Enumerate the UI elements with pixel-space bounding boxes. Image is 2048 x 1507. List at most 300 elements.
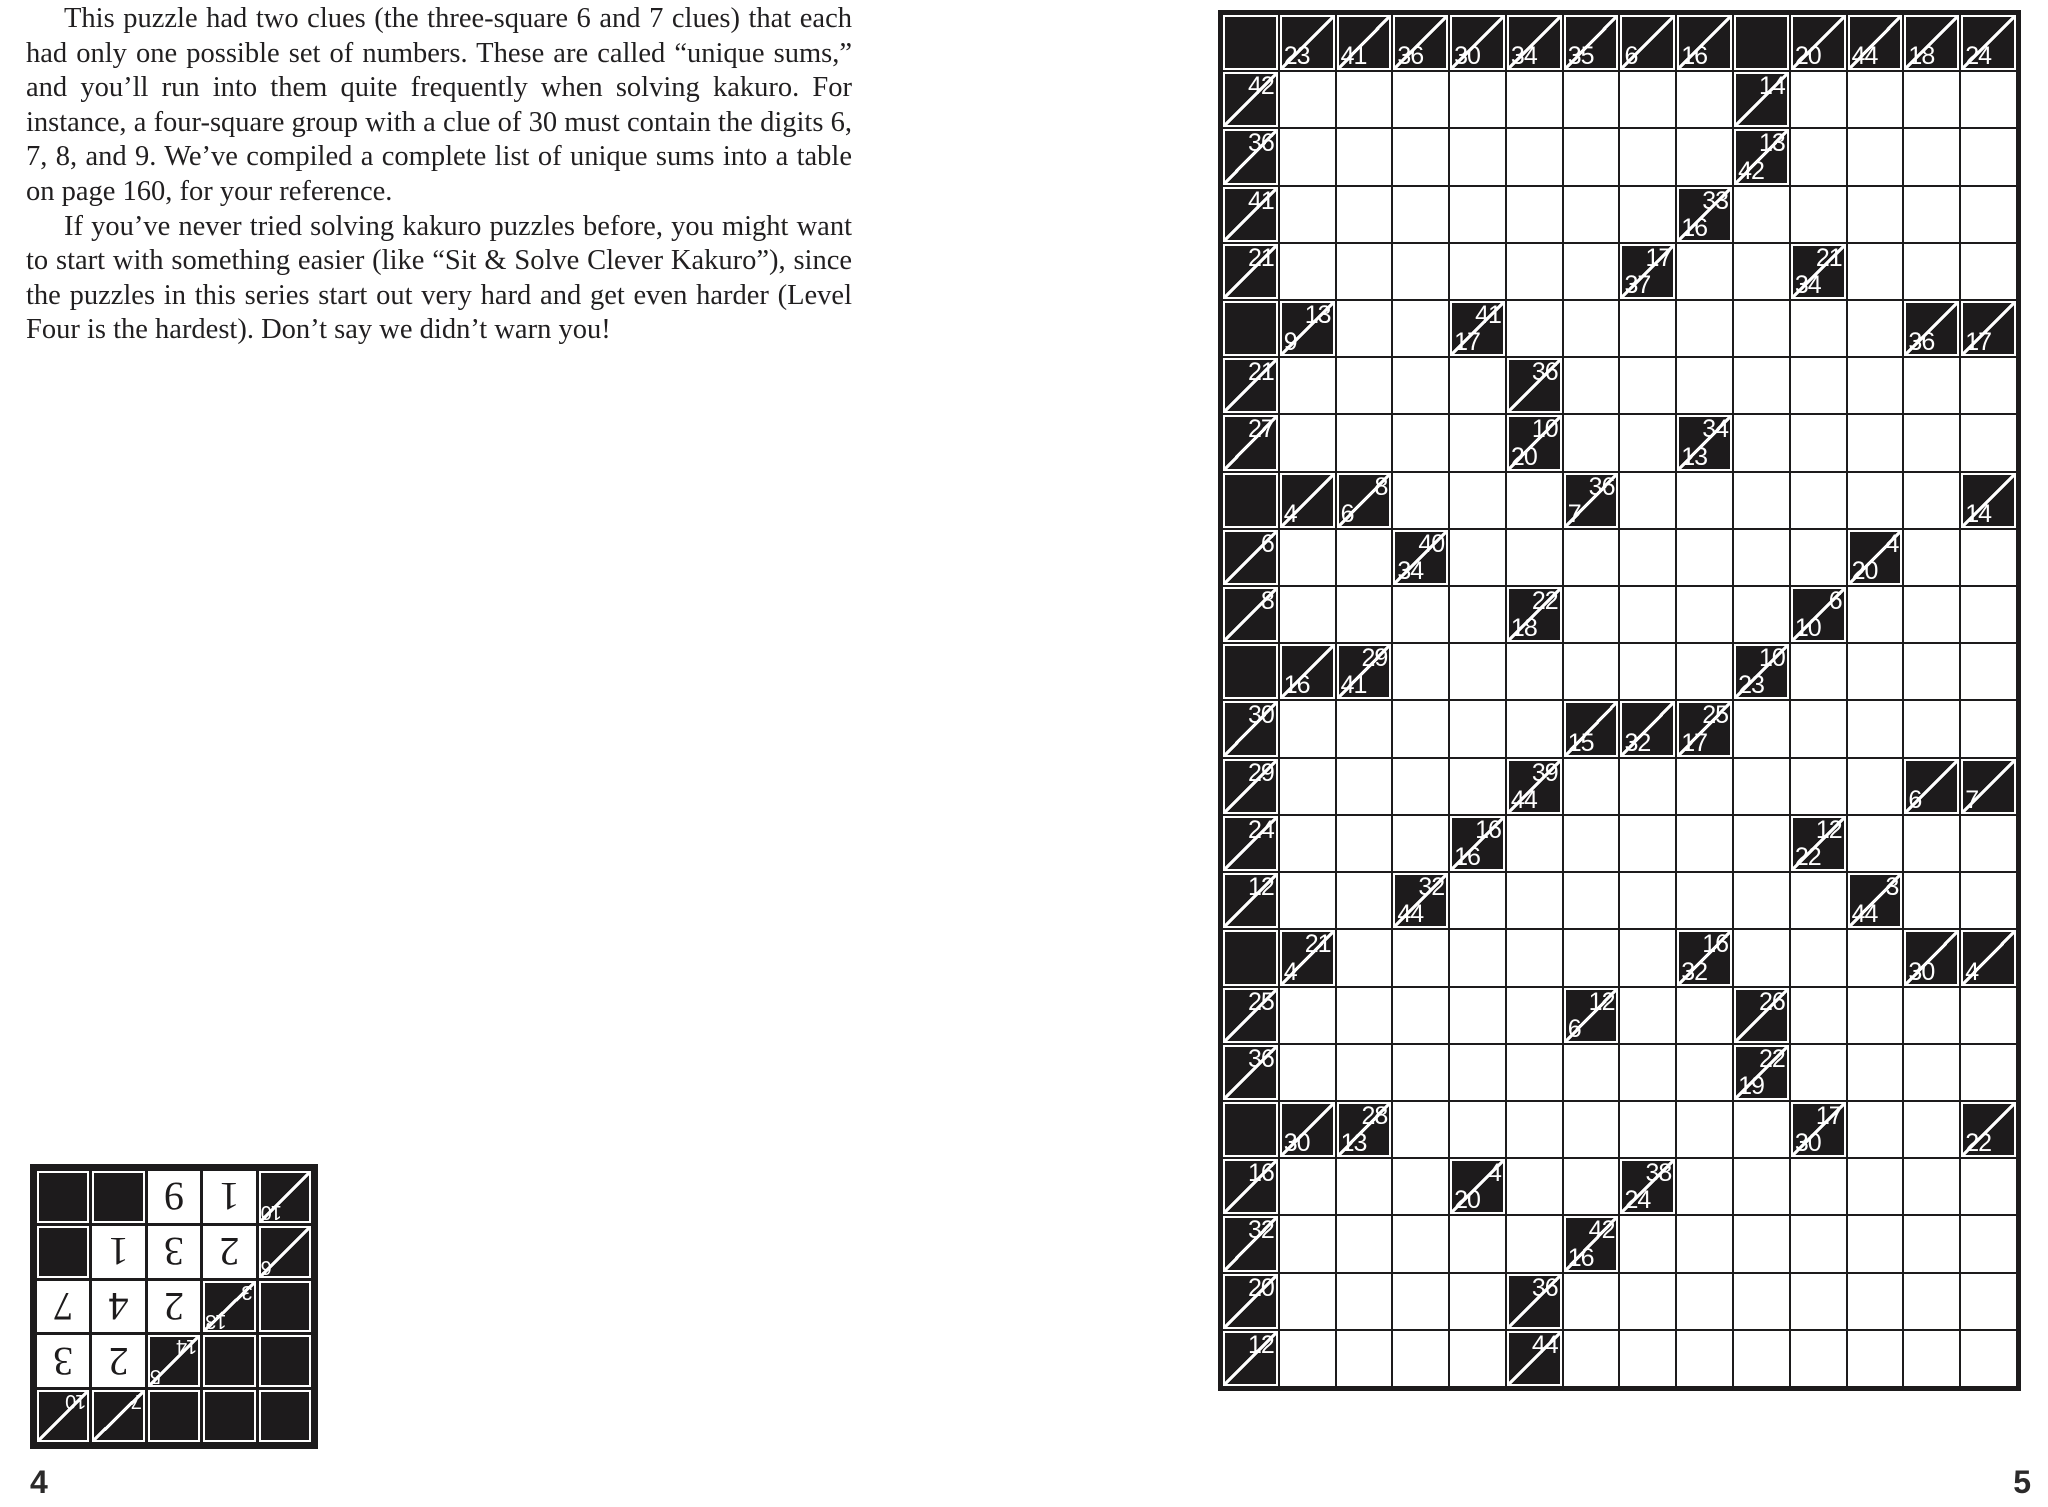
clue-cell bbox=[1223, 72, 1278, 127]
down-clue: 17 bbox=[1681, 728, 1708, 757]
clue-cell bbox=[1904, 759, 1959, 814]
solution-digit: 3 bbox=[53, 1338, 74, 1384]
empty-cell bbox=[1734, 816, 1789, 871]
empty-cell bbox=[1791, 415, 1846, 470]
empty-cell bbox=[1677, 1159, 1732, 1214]
across-clue: 24 bbox=[1247, 815, 1274, 844]
empty-cell bbox=[1848, 1045, 1903, 1100]
down-clue: 10 bbox=[1794, 614, 1821, 643]
empty-cell bbox=[1507, 1045, 1562, 1100]
empty-cell bbox=[1337, 873, 1392, 928]
empty-cell bbox=[1564, 301, 1619, 356]
down-clue: 36 bbox=[1908, 328, 1935, 357]
empty-cell bbox=[1904, 644, 1959, 699]
empty-cell bbox=[1337, 759, 1392, 814]
clue-cell bbox=[1450, 301, 1505, 356]
page-number-right: 5 bbox=[2013, 1464, 2031, 1500]
clue-cell bbox=[1393, 873, 1448, 928]
black-cell bbox=[259, 1390, 311, 1442]
empty-cell bbox=[1280, 1331, 1335, 1386]
empty-cell bbox=[1791, 759, 1846, 814]
black-cell bbox=[1223, 930, 1278, 985]
empty-cell bbox=[1450, 930, 1505, 985]
across-clue: 5 bbox=[150, 1365, 161, 1388]
empty-cell bbox=[1677, 873, 1732, 928]
empty-cell bbox=[1393, 1102, 1448, 1157]
empty-cell bbox=[1848, 129, 1903, 184]
down-clue: 30 bbox=[1908, 957, 1935, 986]
across-clue: 16 bbox=[1702, 930, 1729, 959]
clue-cell bbox=[1223, 129, 1278, 184]
down-clue: 10 bbox=[66, 1390, 87, 1413]
down-clue: 24 bbox=[1965, 42, 1992, 71]
clue-cell bbox=[1734, 988, 1789, 1043]
across-clue: 21 bbox=[1247, 243, 1274, 272]
empty-cell bbox=[1507, 473, 1562, 528]
empty-cell bbox=[1620, 1045, 1675, 1100]
clue-cell bbox=[1337, 473, 1392, 528]
clue-cell bbox=[1677, 187, 1732, 242]
black-cell bbox=[203, 1335, 255, 1387]
empty-cell bbox=[1961, 1216, 2016, 1271]
down-clue: 13 bbox=[1340, 1129, 1367, 1158]
clue-cell bbox=[203, 1281, 255, 1333]
empty-cell bbox=[1791, 473, 1846, 528]
empty-cell bbox=[1677, 1045, 1732, 1100]
clue-cell bbox=[1280, 644, 1335, 699]
empty-cell bbox=[1280, 358, 1335, 413]
black-cell bbox=[1223, 644, 1278, 699]
empty-cell bbox=[1677, 358, 1732, 413]
empty-cell bbox=[1620, 1216, 1675, 1271]
empty-cell bbox=[1564, 187, 1619, 242]
empty-cell bbox=[1450, 415, 1505, 470]
down-clue: 20 bbox=[1454, 1186, 1480, 1215]
empty-cell bbox=[1393, 72, 1448, 127]
down-clue: 32 bbox=[1681, 957, 1708, 986]
empty-cell bbox=[1677, 244, 1732, 299]
clue-cell bbox=[1677, 701, 1732, 756]
clue-cell bbox=[1223, 759, 1278, 814]
empty-cell bbox=[1961, 129, 2016, 184]
empty-cell bbox=[1677, 301, 1732, 356]
solution-cell bbox=[148, 1281, 200, 1333]
empty-cell bbox=[1337, 187, 1392, 242]
clue-cell bbox=[1450, 816, 1505, 871]
solution-cell bbox=[37, 1281, 89, 1333]
clue-cell bbox=[92, 1390, 144, 1442]
empty-cell bbox=[1904, 72, 1959, 127]
empty-cell bbox=[1791, 873, 1846, 928]
empty-cell bbox=[1450, 473, 1505, 528]
empty-cell bbox=[1677, 129, 1732, 184]
empty-cell bbox=[1393, 1216, 1448, 1271]
empty-cell bbox=[1848, 72, 1903, 127]
empty-cell bbox=[1791, 530, 1846, 585]
down-clue: 37 bbox=[1624, 271, 1651, 300]
clue-cell bbox=[1904, 301, 1959, 356]
black-cell bbox=[37, 1171, 89, 1223]
across-clue: 26 bbox=[1759, 987, 1785, 1016]
empty-cell bbox=[1677, 1102, 1732, 1157]
clue-cell bbox=[1450, 1159, 1505, 1214]
empty-cell bbox=[1393, 473, 1448, 528]
clue-cell bbox=[37, 1390, 89, 1442]
down-clue: 41 bbox=[1340, 42, 1367, 71]
clue-cell bbox=[1223, 587, 1278, 642]
empty-cell bbox=[1393, 587, 1448, 642]
empty-cell bbox=[1393, 1274, 1448, 1329]
across-clue: 36 bbox=[1531, 1273, 1558, 1302]
clue-cell bbox=[1223, 1216, 1278, 1271]
clue-cell bbox=[1223, 1331, 1278, 1386]
empty-cell bbox=[1620, 644, 1675, 699]
clue-cell bbox=[1450, 15, 1505, 70]
clue-cell bbox=[1280, 15, 1335, 70]
solution-digit: 1 bbox=[108, 1229, 129, 1275]
empty-cell bbox=[1620, 187, 1675, 242]
clue-cell bbox=[1961, 759, 2016, 814]
solution-cell bbox=[148, 1171, 200, 1223]
empty-cell bbox=[1677, 759, 1732, 814]
empty-cell bbox=[1337, 129, 1392, 184]
empty-cell bbox=[1848, 1331, 1903, 1386]
down-clue: 14 bbox=[1965, 499, 1992, 528]
empty-cell bbox=[1734, 1102, 1789, 1157]
down-clue: 9 bbox=[1283, 328, 1297, 357]
empty-cell bbox=[1337, 415, 1392, 470]
clue-cell bbox=[1791, 244, 1846, 299]
clue-cell bbox=[1507, 759, 1562, 814]
empty-cell bbox=[1677, 988, 1732, 1043]
empty-cell bbox=[1507, 701, 1562, 756]
empty-cell bbox=[1337, 930, 1392, 985]
across-clue: 13 bbox=[1304, 301, 1331, 330]
across-clue: 10 bbox=[1759, 644, 1785, 673]
across-clue: 32 bbox=[1418, 873, 1445, 902]
empty-cell bbox=[1564, 644, 1619, 699]
empty-cell bbox=[1961, 415, 2016, 470]
across-clue: 25 bbox=[1702, 701, 1729, 730]
empty-cell bbox=[1280, 244, 1335, 299]
down-clue: 17 bbox=[1454, 328, 1480, 357]
empty-cell bbox=[1280, 701, 1335, 756]
kakuro-puzzle-grid bbox=[1218, 10, 2021, 1391]
empty-cell bbox=[1564, 129, 1619, 184]
clue-cell bbox=[1280, 1102, 1335, 1157]
clue-cell bbox=[1677, 930, 1732, 985]
down-clue: 44 bbox=[1510, 785, 1537, 814]
empty-cell bbox=[1450, 1102, 1505, 1157]
across-clue: 36 bbox=[1531, 358, 1558, 387]
across-clue: 8 bbox=[1374, 472, 1388, 501]
empty-cell bbox=[1961, 244, 2016, 299]
across-clue: 22 bbox=[1759, 1044, 1785, 1073]
black-cell bbox=[1223, 1102, 1278, 1157]
empty-cell bbox=[1620, 873, 1675, 928]
across-clue: 4 bbox=[1488, 1159, 1501, 1188]
black-cell bbox=[259, 1281, 311, 1333]
black-cell bbox=[259, 1335, 311, 1387]
empty-cell bbox=[1904, 988, 1959, 1043]
empty-cell bbox=[1450, 358, 1505, 413]
down-clue: 41 bbox=[1340, 671, 1367, 700]
black-cell bbox=[37, 1226, 89, 1278]
empty-cell bbox=[1904, 1331, 1959, 1386]
empty-cell bbox=[1904, 1102, 1959, 1157]
empty-cell bbox=[1904, 358, 1959, 413]
empty-cell bbox=[1280, 530, 1335, 585]
down-clue: 44 bbox=[1851, 900, 1878, 929]
empty-cell bbox=[1734, 1331, 1789, 1386]
solution-digit: 1 bbox=[219, 1174, 240, 1220]
down-clue: 34 bbox=[1510, 42, 1537, 71]
solution-cell bbox=[92, 1226, 144, 1278]
black-cell bbox=[1734, 15, 1789, 70]
down-clue: 34 bbox=[1794, 271, 1821, 300]
empty-cell bbox=[1791, 988, 1846, 1043]
empty-cell bbox=[1393, 930, 1448, 985]
across-clue: 21 bbox=[1304, 930, 1331, 959]
empty-cell bbox=[1848, 244, 1903, 299]
clue-cell bbox=[148, 1335, 200, 1387]
empty-cell bbox=[1507, 129, 1562, 184]
clue-cell bbox=[1223, 187, 1278, 242]
empty-cell bbox=[1620, 1331, 1675, 1386]
empty-cell bbox=[1507, 1102, 1562, 1157]
empty-cell bbox=[1848, 358, 1903, 413]
clue-cell bbox=[1564, 988, 1619, 1043]
across-clue: 29 bbox=[1361, 644, 1388, 673]
empty-cell bbox=[1677, 1331, 1732, 1386]
clue-cell bbox=[1734, 1045, 1789, 1100]
empty-cell bbox=[1904, 873, 1959, 928]
solution-cell bbox=[148, 1226, 200, 1278]
across-clue: 34 bbox=[1702, 415, 1729, 444]
empty-cell bbox=[1848, 587, 1903, 642]
down-clue: 36 bbox=[1397, 42, 1424, 71]
clue-cell bbox=[1961, 301, 2016, 356]
across-clue: 6 bbox=[1260, 529, 1274, 558]
empty-cell bbox=[1904, 1159, 1959, 1214]
empty-cell bbox=[1961, 988, 2016, 1043]
empty-cell bbox=[1337, 301, 1392, 356]
solution-grid-upside-down bbox=[30, 1164, 318, 1449]
empty-cell bbox=[1791, 1045, 1846, 1100]
clue-cell bbox=[1961, 473, 2016, 528]
clue-cell bbox=[1904, 15, 1959, 70]
empty-cell bbox=[1564, 1331, 1619, 1386]
empty-cell bbox=[1337, 1045, 1392, 1100]
clue-cell bbox=[1223, 358, 1278, 413]
down-clue: 24 bbox=[1624, 1186, 1651, 1215]
down-clue: 20 bbox=[1510, 442, 1537, 471]
empty-cell bbox=[1564, 358, 1619, 413]
down-clue: 16 bbox=[1454, 843, 1480, 872]
clue-cell bbox=[1507, 358, 1562, 413]
empty-cell bbox=[1734, 1159, 1789, 1214]
empty-cell bbox=[1450, 1216, 1505, 1271]
empty-cell bbox=[1620, 816, 1675, 871]
clue-cell bbox=[1848, 873, 1903, 928]
empty-cell bbox=[1337, 244, 1392, 299]
empty-cell bbox=[1848, 473, 1903, 528]
down-clue: 32 bbox=[1624, 728, 1651, 757]
empty-cell bbox=[1904, 701, 1959, 756]
empty-cell bbox=[1677, 1274, 1732, 1329]
black-cell bbox=[1223, 15, 1278, 70]
down-clue: 18 bbox=[1908, 42, 1935, 71]
empty-cell bbox=[1450, 244, 1505, 299]
clue-cell bbox=[1223, 701, 1278, 756]
empty-cell bbox=[1848, 415, 1903, 470]
clue-cell bbox=[1337, 15, 1392, 70]
empty-cell bbox=[1791, 187, 1846, 242]
down-clue: 6 bbox=[1567, 1014, 1581, 1043]
empty-cell bbox=[1620, 358, 1675, 413]
clue-cell bbox=[1677, 15, 1732, 70]
across-clue: 16 bbox=[1475, 815, 1501, 844]
across-clue: 13 bbox=[206, 1310, 227, 1333]
clue-cell bbox=[1393, 530, 1448, 585]
empty-cell bbox=[1904, 244, 1959, 299]
empty-cell bbox=[1961, 1159, 2016, 1214]
empty-cell bbox=[1904, 1274, 1959, 1329]
clue-cell bbox=[1848, 15, 1903, 70]
empty-cell bbox=[1848, 1216, 1903, 1271]
down-clue: 23 bbox=[1283, 42, 1310, 71]
empty-cell bbox=[1280, 988, 1335, 1043]
solution-digit: 2 bbox=[219, 1229, 240, 1275]
empty-cell bbox=[1393, 988, 1448, 1043]
empty-cell bbox=[1904, 187, 1959, 242]
empty-cell bbox=[1280, 587, 1335, 642]
down-clue: 22 bbox=[1794, 843, 1821, 872]
across-clue: 36 bbox=[1247, 129, 1274, 158]
across-clue: 30 bbox=[1247, 701, 1274, 730]
clue-cell bbox=[1223, 1045, 1278, 1100]
empty-cell bbox=[1734, 701, 1789, 756]
solution-cell bbox=[92, 1281, 144, 1333]
solution-cell bbox=[92, 1335, 144, 1387]
empty-cell bbox=[1393, 301, 1448, 356]
empty-cell bbox=[1280, 759, 1335, 814]
across-clue: 25 bbox=[1247, 987, 1274, 1016]
paragraph-difficulty-warning: If you’ve never tried solving kakuro puzzles before, you might want to start with something easier (like “Sit & Solve Clever Kakuro”), since the puzzles in this series start out very hard and get even harder (Level Four is the hardest). Don’t say we didn’t warn you! bbox=[26, 210, 852, 346]
solution-digit: 9 bbox=[164, 1174, 185, 1220]
down-clue: 17 bbox=[1965, 328, 1992, 357]
empty-cell bbox=[1620, 129, 1675, 184]
empty-cell bbox=[1620, 301, 1675, 356]
empty-cell bbox=[1450, 1274, 1505, 1329]
clue-cell bbox=[1564, 15, 1619, 70]
across-clue: 8 bbox=[1260, 587, 1274, 616]
empty-cell bbox=[1791, 701, 1846, 756]
empty-cell bbox=[1564, 587, 1619, 642]
down-clue: 20 bbox=[1851, 557, 1878, 586]
empty-cell bbox=[1961, 816, 2016, 871]
empty-cell bbox=[1507, 644, 1562, 699]
empty-cell bbox=[1393, 816, 1448, 871]
across-clue: 12 bbox=[1247, 873, 1274, 902]
clue-cell bbox=[1620, 701, 1675, 756]
empty-cell bbox=[1848, 930, 1903, 985]
across-clue: 36 bbox=[1247, 1044, 1274, 1073]
clue-cell bbox=[1223, 1274, 1278, 1329]
empty-cell bbox=[1280, 873, 1335, 928]
empty-cell bbox=[1564, 1045, 1619, 1100]
solution-digit: 3 bbox=[164, 1229, 185, 1275]
down-clue: 44 bbox=[1851, 42, 1878, 71]
across-clue: 20 bbox=[1247, 1273, 1274, 1302]
across-clue: 21 bbox=[1815, 243, 1842, 272]
empty-cell bbox=[1620, 587, 1675, 642]
empty-cell bbox=[1734, 587, 1789, 642]
down-clue: 4 bbox=[1283, 957, 1297, 986]
empty-cell bbox=[1507, 530, 1562, 585]
empty-cell bbox=[1450, 1045, 1505, 1100]
across-clue: 27 bbox=[1247, 415, 1274, 444]
empty-cell bbox=[1564, 873, 1619, 928]
down-clue: 22 bbox=[1965, 1129, 1992, 1158]
clue-cell bbox=[1620, 15, 1675, 70]
empty-cell bbox=[1848, 759, 1903, 814]
clue-cell bbox=[1280, 473, 1335, 528]
across-clue: 40 bbox=[1418, 529, 1445, 558]
empty-cell bbox=[1620, 930, 1675, 985]
clue-cell bbox=[259, 1171, 311, 1223]
clue-cell bbox=[1280, 301, 1335, 356]
clue-cell bbox=[1223, 816, 1278, 871]
empty-cell bbox=[1450, 187, 1505, 242]
clue-cell bbox=[1507, 15, 1562, 70]
down-clue: 23 bbox=[1738, 671, 1764, 700]
across-clue: 12 bbox=[1247, 1330, 1274, 1359]
empty-cell bbox=[1734, 759, 1789, 814]
empty-cell bbox=[1961, 1274, 2016, 1329]
empty-cell bbox=[1620, 1102, 1675, 1157]
empty-cell bbox=[1961, 358, 2016, 413]
empty-cell bbox=[1848, 187, 1903, 242]
empty-cell bbox=[1393, 644, 1448, 699]
empty-cell bbox=[1564, 244, 1619, 299]
across-clue: 10 bbox=[261, 1200, 282, 1223]
empty-cell bbox=[1620, 415, 1675, 470]
empty-cell bbox=[1393, 1331, 1448, 1386]
black-cell bbox=[1223, 473, 1278, 528]
empty-cell bbox=[1961, 187, 2016, 242]
down-clue: 16 bbox=[1681, 42, 1708, 71]
clue-cell bbox=[259, 1226, 311, 1278]
across-clue: 39 bbox=[1531, 758, 1558, 787]
empty-cell bbox=[1734, 301, 1789, 356]
across-clue: 16 bbox=[1247, 1159, 1274, 1188]
empty-cell bbox=[1677, 1216, 1732, 1271]
empty-cell bbox=[1848, 1102, 1903, 1157]
empty-cell bbox=[1507, 1159, 1562, 1214]
empty-cell bbox=[1904, 129, 1959, 184]
empty-cell bbox=[1337, 988, 1392, 1043]
black-cell bbox=[92, 1171, 144, 1223]
empty-cell bbox=[1337, 1159, 1392, 1214]
empty-cell bbox=[1791, 1216, 1846, 1271]
empty-cell bbox=[1507, 873, 1562, 928]
clue-cell bbox=[1564, 1216, 1619, 1271]
empty-cell bbox=[1280, 816, 1335, 871]
empty-cell bbox=[1791, 358, 1846, 413]
empty-cell bbox=[1904, 816, 1959, 871]
down-clue: 6 bbox=[1624, 42, 1638, 71]
